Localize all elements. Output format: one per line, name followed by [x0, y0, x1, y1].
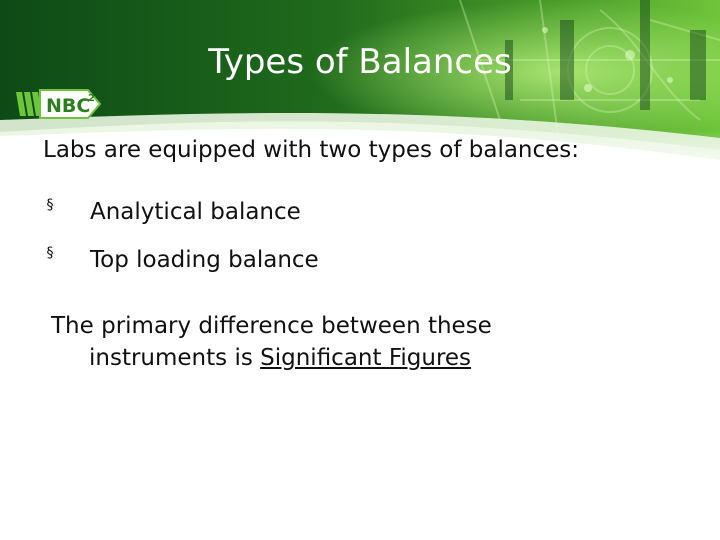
- header-background: [0, 0, 720, 205]
- difference-note: [51, 310, 611, 374]
- note-line-1: The primary difference between these: [51, 313, 492, 339]
- square-bullet-icon: §: [46, 245, 54, 261]
- intro-text: Labs are equipped with two types of balances:: [43, 137, 580, 163]
- note-line-2: [51, 342, 611, 374]
- slide-title: Types of Balances: [208, 42, 512, 82]
- bullet-item: [42, 196, 602, 244]
- nbc2-logo-icon: [10, 84, 102, 124]
- note-prefix: instruments is: [89, 345, 261, 372]
- significant-figures-emphasis: Significant Figures: [260, 345, 472, 372]
- bullet-item: [42, 244, 602, 292]
- bullet-text: Top loading balance: [90, 247, 319, 273]
- logo-text: NBC: [46, 95, 91, 117]
- svg-text:2: 2: [88, 93, 95, 104]
- bullet-list: [42, 196, 602, 292]
- bullet-text: Analytical balance: [90, 199, 301, 225]
- square-bullet-icon: §: [46, 197, 54, 213]
